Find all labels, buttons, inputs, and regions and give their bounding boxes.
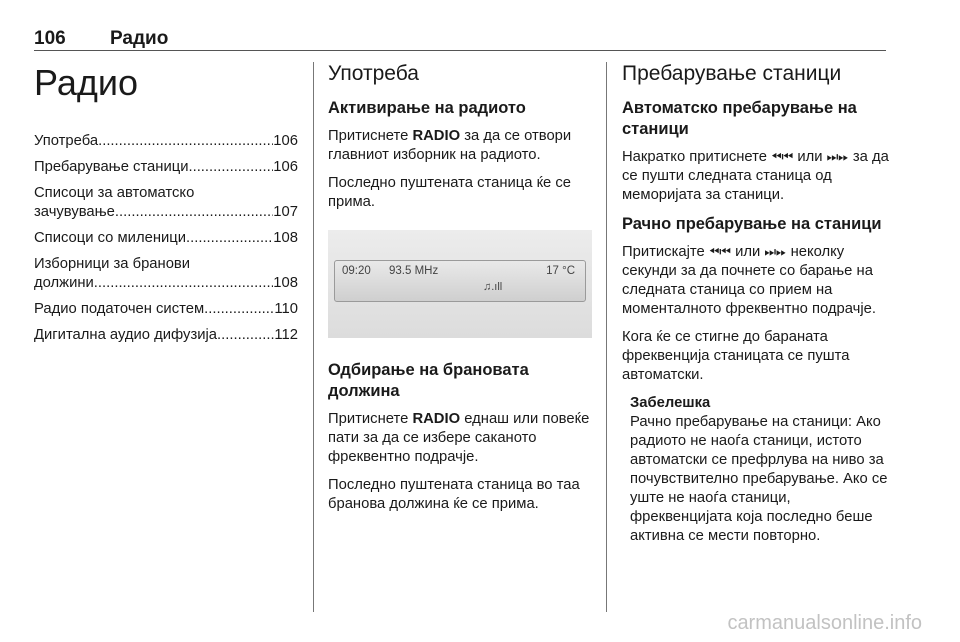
note-block (630, 394, 892, 546)
toc-entry-label: Радио податочен систем (34, 301, 205, 317)
radio-display-image (328, 230, 592, 338)
toc-entry[interactable] (34, 326, 298, 345)
auto-search-subheading: Автоматско пребарување на станици (622, 99, 857, 138)
signal-strength-icon: ♫.ıll (483, 281, 503, 293)
station-search-column (622, 62, 892, 546)
seek-forward-icon: ⏭︎⏩︎ (826, 150, 849, 165)
usage-column (328, 62, 592, 523)
toc-entry[interactable] (34, 132, 298, 151)
toc-leader-dots (204, 300, 274, 319)
toc-entry-label: Изборници за бранови (34, 256, 191, 272)
toc-entry-label: Пребарување станици (34, 159, 189, 175)
toc-leader-dots (94, 274, 274, 293)
activate-radio-subheading: Активирање на радиото (328, 99, 526, 117)
toc-leader-dots (186, 229, 273, 248)
display-time: 09:20 (342, 265, 371, 277)
display-frequency: 93.5 MHz (389, 265, 439, 277)
chapter-title: Радио (34, 62, 138, 103)
last-station-paragraph: Последно пуштената станица ќе се прима. (328, 175, 572, 210)
select-band-paragraph: Притиснете RADIO еднаш или повеќе пати за да се избере саканото фреквентно подрачје. (328, 411, 590, 465)
toc-entry-label: Дигитална аудио дифузија (34, 327, 218, 343)
seek-back-icon: ⏪︎⏮︎ (771, 150, 794, 165)
toc-page-number: 107 (273, 204, 298, 220)
toc-leader-dots (188, 158, 273, 177)
usage-heading: Употреба (328, 62, 419, 85)
toc-page-number: 106 (273, 133, 298, 149)
toc-leader-dots (115, 203, 273, 222)
header-rule (34, 50, 886, 51)
manual-search-paragraph: Притискајте ⏪︎⏮︎ или ⏭︎⏩︎ неколку секунди за да почнете со барање на следната станица со прием на моменталното фреквентно подрачје. (622, 244, 876, 317)
toc-entry-label: Употреба (34, 133, 99, 149)
activate-radio-paragraph: Притиснете RADIO за да се отвори главниот изборник на радиото. (328, 128, 572, 163)
toc-page-number: 106 (273, 159, 298, 175)
toc-entry[interactable] (34, 300, 298, 319)
toc-page-number: 112 (274, 327, 298, 343)
toc-entry[interactable] (34, 229, 298, 248)
toc-page-number: 108 (273, 230, 298, 246)
column-divider-1 (313, 62, 314, 612)
last-band-station-paragraph: Последно пуштената станица во таа бранова должина ќе се прима. (328, 477, 580, 512)
toc-entry-label: Списоци со миленици (34, 230, 186, 246)
manual-search-subheading: Рачно пребарување на станици (622, 215, 882, 233)
auto-play-paragraph: Кога ќе се стигне до бараната фреквенција станицата се пушта автоматски. (622, 329, 850, 383)
toc-page-number: 108 (273, 275, 298, 291)
toc-leader-dots (217, 326, 274, 345)
page-number: 106 (34, 28, 66, 49)
seek-forward-icon: ⏭︎⏩︎ (764, 245, 787, 260)
auto-search-paragraph: Накратко притиснете ⏪︎⏮︎ или ⏭︎⏩︎ за да се пушти следната станица од меморијата за станици. (622, 149, 889, 203)
note-text: Рачно пребарување на станици: Ако радиото не наоѓа станици, истото автоматски се префрлува на ниво за почувствително пребарување. Ако се уште не наоѓа станици, фреквенцијата која последно беше активна се мести повторно. (630, 414, 888, 544)
radio-screen (334, 260, 586, 302)
toc-entry[interactable] (34, 255, 298, 293)
toc-entry[interactable] (34, 158, 298, 177)
station-search-heading: Пребарување станици (622, 62, 842, 85)
toc-entry[interactable] (34, 184, 298, 222)
toc-column (34, 62, 298, 352)
table-of-contents (34, 132, 298, 345)
select-band-subheading: Одбирање на брановата должина (328, 361, 529, 400)
display-temperature: 17 °C (546, 265, 575, 277)
note-title: Забелешка (630, 395, 711, 411)
toc-leader-dots (98, 132, 273, 151)
seek-back-icon: ⏪︎⏮︎ (708, 245, 731, 260)
watermark: carmanualsonline.info (727, 612, 922, 634)
toc-entry-label: зачувување (34, 204, 115, 220)
page-header (34, 28, 168, 50)
column-divider-2 (606, 62, 607, 612)
toc-entry-label: должини (34, 275, 94, 291)
toc-entry-label: Списоци за автоматско (34, 185, 195, 201)
header-section-title: Радио (110, 28, 169, 49)
toc-page-number: 110 (274, 301, 298, 317)
